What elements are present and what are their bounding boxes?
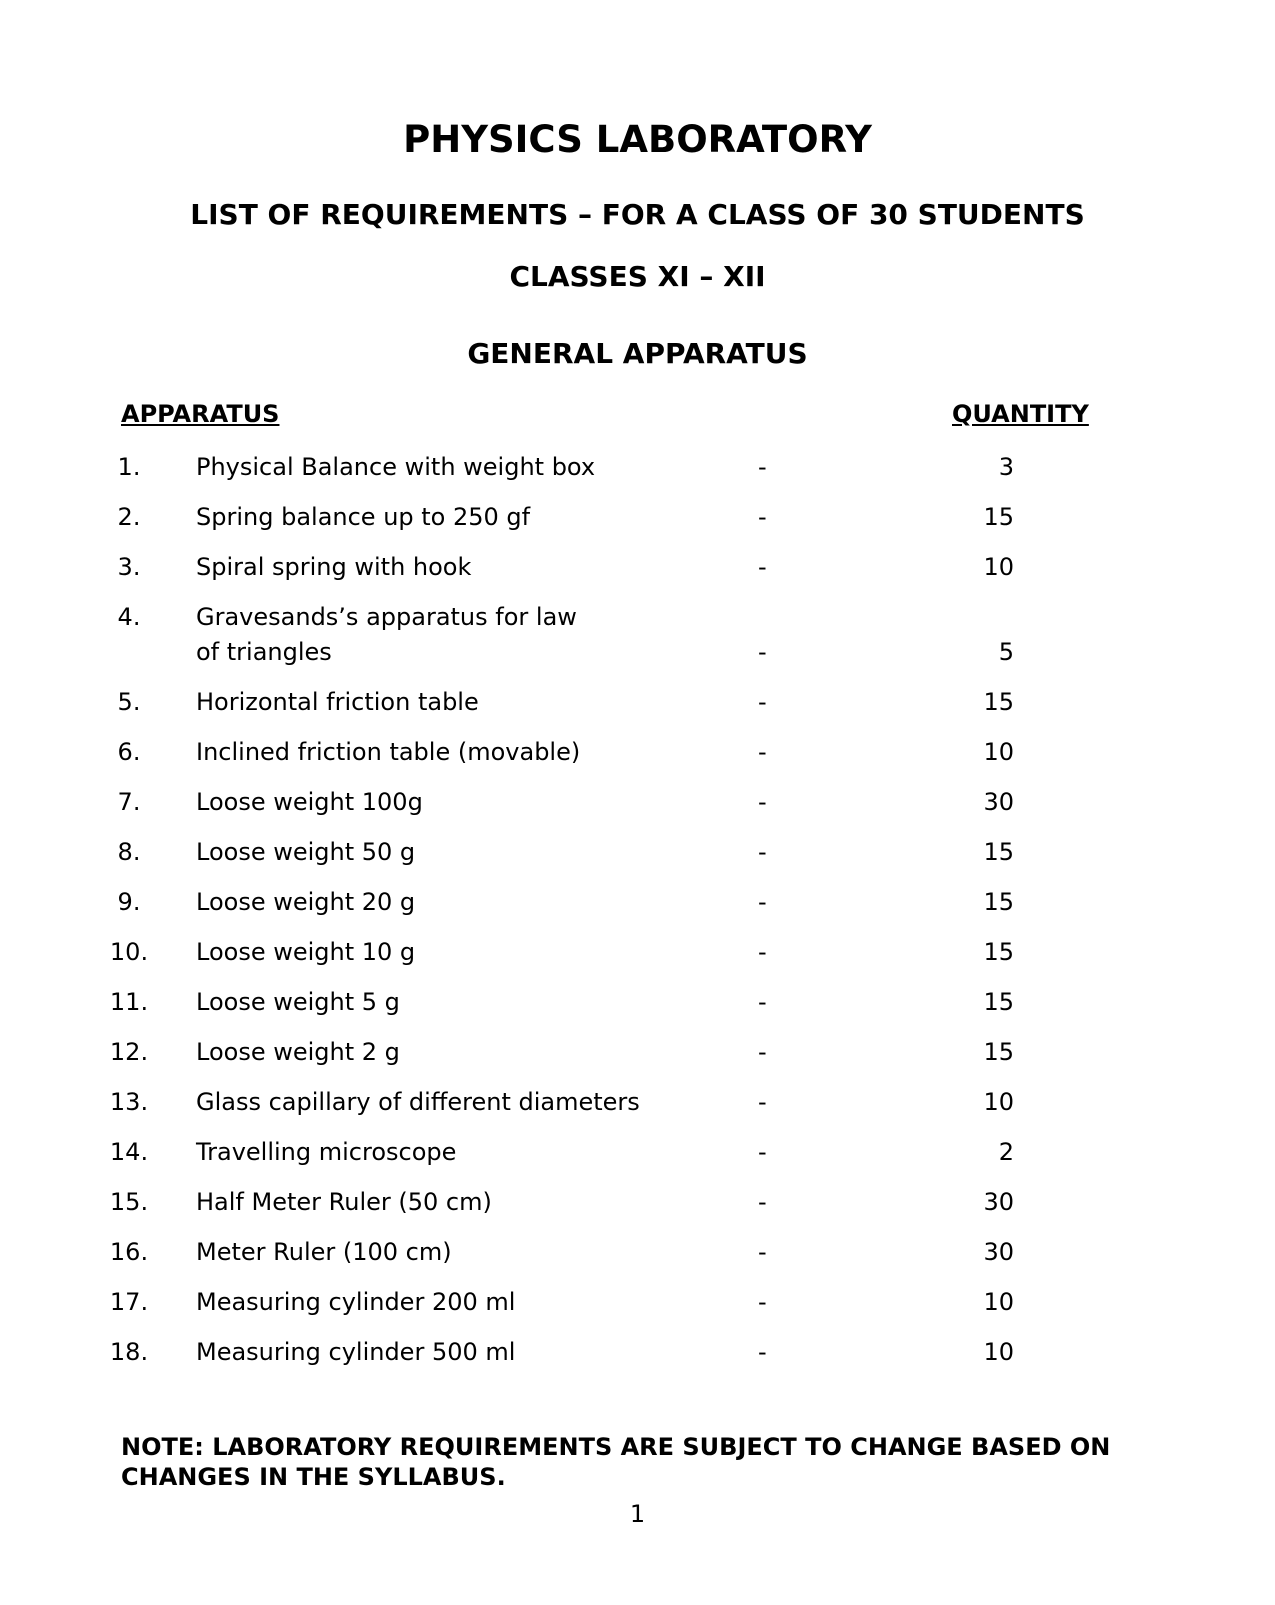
item-name: Inclined friction table (movable) xyxy=(196,738,581,766)
syllabus-note xyxy=(121,1432,1181,1492)
item-dash: - xyxy=(758,1188,767,1216)
item-dash: - xyxy=(758,888,767,916)
item-name: Half Meter Ruler (50 cm) xyxy=(196,1188,492,1216)
item-dash: - xyxy=(758,938,767,966)
item-dash: - xyxy=(758,1138,767,1166)
classes-heading: CLASSES XI – XII xyxy=(509,260,766,293)
item-dash: - xyxy=(758,688,767,716)
item-dash: - xyxy=(758,1238,767,1266)
item-number: 6. xyxy=(117,738,141,766)
item-dash: - xyxy=(758,838,767,866)
item-dash: - xyxy=(758,1288,767,1316)
item-name: Loose weight 5 g xyxy=(196,988,400,1016)
item-quantity: 15 xyxy=(983,888,1014,916)
item-number: 9. xyxy=(117,888,141,916)
item-quantity: 30 xyxy=(983,1238,1014,1266)
apparatus-column-header: APPARATUS xyxy=(121,400,280,428)
item-name: Physical Balance with weight box xyxy=(196,453,596,481)
item-quantity: 15 xyxy=(983,988,1014,1016)
item-number: 12. xyxy=(109,1038,149,1066)
item-quantity: 10 xyxy=(983,1338,1014,1366)
item-quantity: 3 xyxy=(998,453,1014,481)
item-name: Horizontal friction table xyxy=(196,688,479,716)
item-quantity: 2 xyxy=(998,1138,1014,1166)
item-name: Loose weight 20 g xyxy=(196,888,416,916)
item-dash: - xyxy=(758,553,767,581)
item-dash: - xyxy=(758,453,767,481)
item-dash: - xyxy=(758,1038,767,1066)
item-name: Travelling microscope xyxy=(196,1138,457,1166)
item-number: 15. xyxy=(109,1188,149,1216)
item-quantity: 10 xyxy=(983,1288,1014,1316)
item-number: 8. xyxy=(117,838,141,866)
item-name: Loose weight 10 g xyxy=(196,938,416,966)
page-subtitle: LIST OF REQUIREMENTS – FOR A CLASS OF 30 STUDENTS xyxy=(190,198,1085,231)
item-number: 16. xyxy=(109,1238,149,1266)
item-dash: - xyxy=(758,638,767,666)
item-name: Measuring cylinder 200 ml xyxy=(196,1288,516,1316)
item-number: 11. xyxy=(109,988,149,1016)
item-number: 17. xyxy=(109,1288,149,1316)
item-quantity: 30 xyxy=(983,788,1014,816)
item-quantity: 10 xyxy=(983,738,1014,766)
item-quantity: 10 xyxy=(983,1088,1014,1116)
item-dash: - xyxy=(758,503,767,531)
item-number: 3. xyxy=(117,553,141,581)
page-title: PHYSICS LABORATORY xyxy=(403,118,872,161)
item-quantity: 15 xyxy=(983,838,1014,866)
note-line-2: CHANGES IN THE SYLLABUS. xyxy=(121,1463,506,1491)
item-number: 7. xyxy=(117,788,141,816)
item-dash: - xyxy=(758,1088,767,1116)
item-number: 13. xyxy=(109,1088,149,1116)
item-number: 4. xyxy=(117,603,141,631)
item-name: Gravesands’s apparatus for law xyxy=(196,603,577,631)
item-quantity: 15 xyxy=(983,503,1014,531)
item-name: Loose weight 50 g xyxy=(196,838,416,866)
item-number: 14. xyxy=(109,1138,149,1166)
item-quantity: 5 xyxy=(998,638,1014,666)
item-name: Spiral spring with hook xyxy=(196,553,472,581)
section-heading: GENERAL APPARATUS xyxy=(467,337,808,370)
item-name: Glass capillary of different diameters xyxy=(196,1088,640,1116)
item-number: 1. xyxy=(117,453,141,481)
item-name: Loose weight 2 g xyxy=(196,1038,400,1066)
item-number: 2. xyxy=(117,503,141,531)
page-number: 1 xyxy=(629,1500,646,1528)
item-quantity: 15 xyxy=(983,688,1014,716)
item-name-continuation: of triangles xyxy=(196,638,332,666)
item-quantity: 10 xyxy=(983,553,1014,581)
item-name: Meter Ruler (100 cm) xyxy=(196,1238,452,1266)
item-number: 10. xyxy=(109,938,149,966)
item-dash: - xyxy=(758,988,767,1016)
item-name: Spring balance up to 250 gf xyxy=(196,503,531,531)
item-name: Loose weight 100g xyxy=(196,788,423,816)
item-quantity: 15 xyxy=(983,938,1014,966)
note-line-1: NOTE: LABORATORY REQUIREMENTS ARE SUBJECT TO CHANGE BASED ON xyxy=(121,1433,1111,1461)
item-quantity: 30 xyxy=(983,1188,1014,1216)
quantity-column-header: QUANTITY xyxy=(952,400,1089,428)
item-quantity: 15 xyxy=(983,1038,1014,1066)
item-number: 18. xyxy=(109,1338,149,1366)
item-number: 5. xyxy=(117,688,141,716)
item-dash: - xyxy=(758,1338,767,1366)
item-name: Measuring cylinder 500 ml xyxy=(196,1338,516,1366)
item-dash: - xyxy=(758,738,767,766)
item-dash: - xyxy=(758,788,767,816)
